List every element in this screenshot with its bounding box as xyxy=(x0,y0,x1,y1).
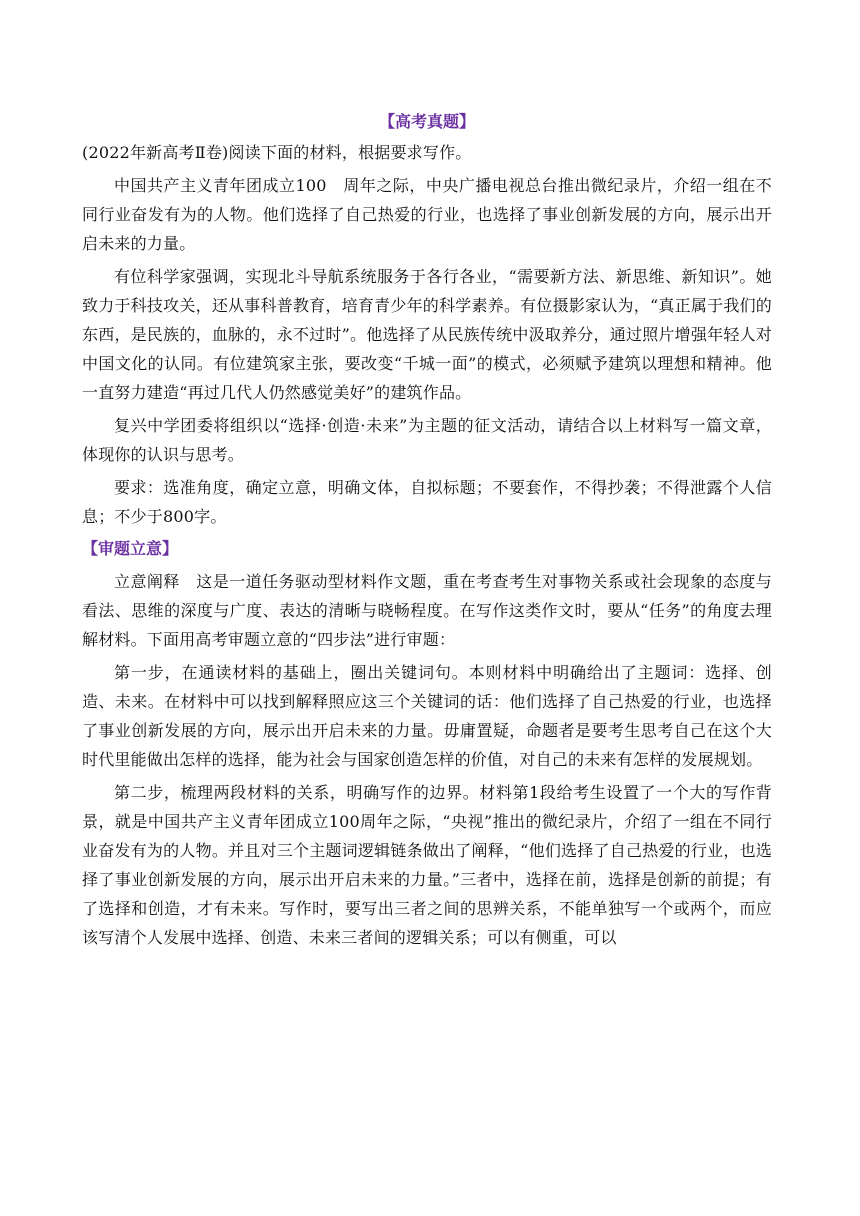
section-heading-analysis: 【审题立意】 xyxy=(82,539,179,558)
analysis-paragraph-2: 第一步，在通读材料的基础上，圈出关键词句。本则材料中明确给出了主题词：选择、创造、未来。在材料中可以找到解释照应这三个关键词的话：他们选择了自己热爱的行业，也选择了事业创新发展的方向，展示出开启未来的力量。毋庸置疑，命题者是要考生思考自己在这个大时代里能做出怎样的选择，能为社会与国家创造怎样的价值，对自己的未来有怎样的发展规划。 xyxy=(82,663,772,769)
section-heading-exam-question: 【高考真题】 xyxy=(378,112,475,131)
analysis-paragraph-1: 立意阐释 这是一道任务驱动型材料作文题，重在考查考生对事物关系或社会现象的态度与看法、思维的深度与广度、表达的清晰与晓畅程度。在写作这类作文时，要从“任务”的角度去理解材料。下面用高考审题立意的“四步法”进行审题： xyxy=(82,572,772,649)
document-page xyxy=(82,108,772,956)
material-paragraph-1: 中国共产主义青年团成立100 周年之际，中央广播电视总台推出微纪录片，介绍一组在不同行业奋发有为的人物。他们选择了自己热爱的行业，也选择了事业创新发展的方向，展示出开启未来的力量。 xyxy=(82,176,772,253)
analysis-paragraph-3: 第二步，梳理两段材料的关系，明确写作的边界。材料第1段给考生设置了一个大的写作背景，就是中国共产主义青年团成立100周年之际，“央视”推出的微纪录片，介绍了一组在不同行业奋发有为的人物。并且对三个主题词逻辑链条做出了阐释，“他们选择了自己热爱的行业，也选择了事业创新发展的方向，展示出开启未来的力量。”三者中，选择在前，选择是创新的前提；有了选择和创造，才有未来。写作时，要写出三者之间的思辨关系，不能单独写一个或两个，而应该写清个人发展中选择、创造、未来三者间的逻辑关系；可以有侧重，可以 xyxy=(82,783,772,947)
task-paragraph: 复兴中学团委将组织以“选择·创造·未来”为主题的征文活动，请结合以上材料写一篇文章，体现你的认识与思考。 xyxy=(82,416,772,464)
material-paragraph-2: 有位科学家强调，实现北斗导航系统服务于各行各业，“需要新方法、新思维、新知识”。她致力于科技攻关，还从事科普教育，培育青少年的科学素养。有位摄影家认为，“真正属于我们的东西，是民族的，血脉的，永不过时”。他选择了从民族传统中汲取养分，通过照片增强年轻人对中国文化的认同。有位建筑家主张，要改变“千城一面”的模式，必须赋予建筑以理想和精神。他一直努力建造“再过几代人仍然感觉美好”的建筑作品。 xyxy=(82,267,772,402)
exam-source-line: (2022年新高考Ⅱ卷)阅读下面的材料，根据要求写作。 xyxy=(82,143,472,162)
requirements-paragraph: 要求：选准角度，确定立意，明确文体，自拟标题；不要套作，不得抄袭；不得泄露个人信息；不少于800字。 xyxy=(82,478,772,526)
